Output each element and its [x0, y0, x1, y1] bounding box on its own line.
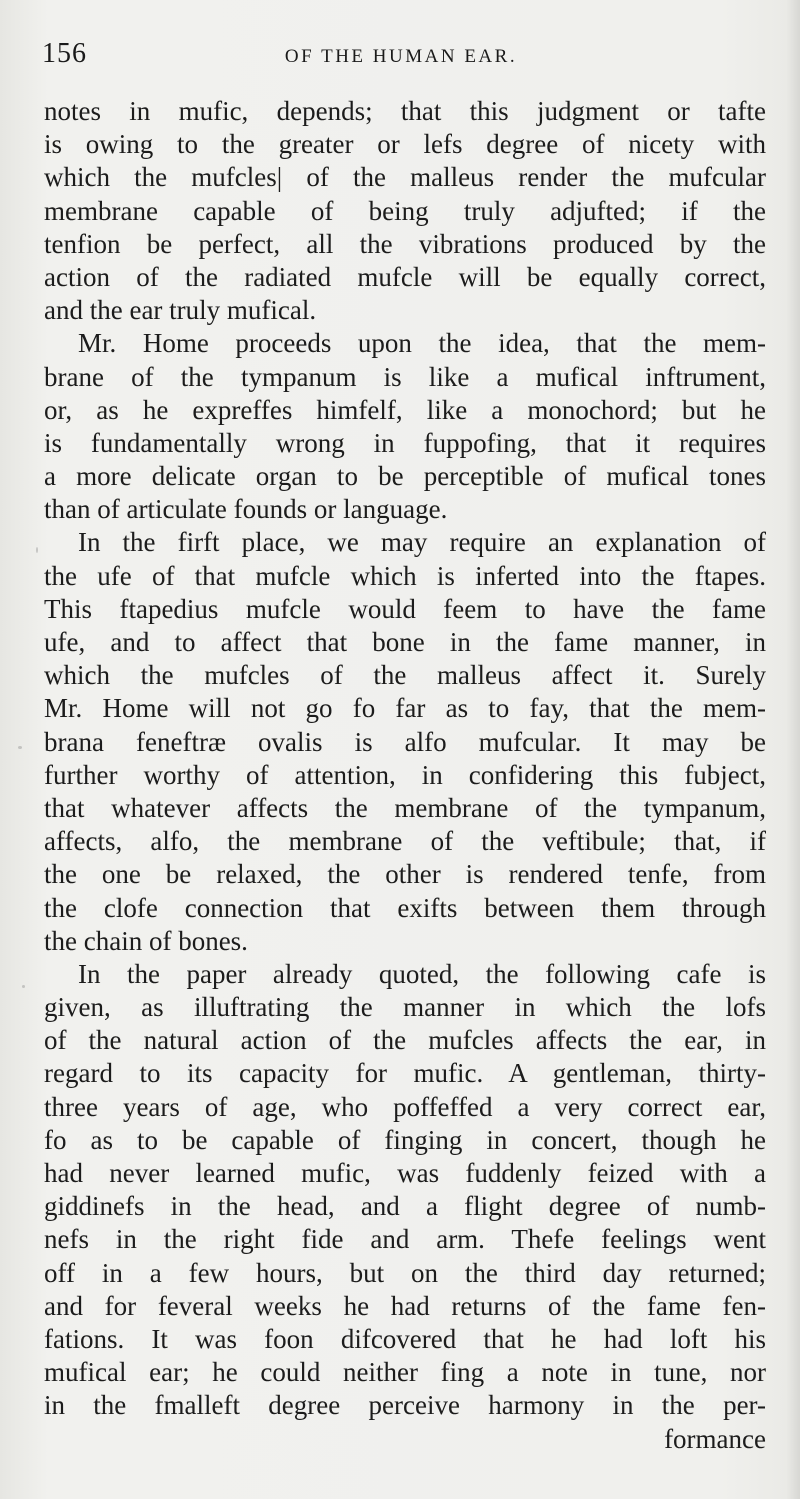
- text-line: regard to its capacity for mufic. A gentleman, thirty-: [44, 1058, 766, 1089]
- text-line: notes in mufic, depends; that this judgment or tafte: [44, 96, 766, 126]
- text-line: and the ear truly mufical.: [44, 295, 317, 326]
- text-line: fo as to be capable of finging in concert, though he: [44, 1124, 766, 1155]
- text-line: Mr. Home will not go fo far as to fay, that the mem-: [44, 693, 766, 724]
- text-line: than of articulate founds or language.: [44, 494, 448, 525]
- paper-speck: [36, 547, 38, 553]
- text-line: brana feneftræ ovalis is alfo mufcular. It may be: [44, 726, 766, 757]
- text-line: affects, alfo, the membrane of the veftibule; that, if: [44, 826, 766, 857]
- text-line: mufical ear; he could neither fing a note in tune, nor: [44, 1357, 766, 1388]
- text-line: the one be relaxed, the other is rendered tenfe, from: [44, 859, 766, 890]
- paper-speck: [18, 746, 22, 749]
- paragraph: [44, 526, 766, 957]
- running-head-text: OF THE HUMAN EAR.: [284, 46, 518, 67]
- text-line: that whatever affects the membrane of the tympanum,: [44, 792, 766, 823]
- text-line: off in a few hours, but on the third day returned;: [44, 1257, 766, 1288]
- text-line: nefs in the right fide and arm. Thefe feelings went: [44, 1224, 766, 1255]
- text-line: which the mufcles of the malleus affect it. Surely: [44, 660, 766, 691]
- text-line: which the mufcles| of the malleus render the mufcular: [44, 162, 766, 193]
- text-line: This ftapedius mufcle would feem to have the fame: [44, 593, 766, 624]
- catchword: formance: [664, 1423, 766, 1454]
- running-head: [40, 46, 762, 68]
- text-line: the chain of bones.: [44, 925, 248, 956]
- body-text: [44, 95, 766, 1456]
- text-line: is fundamentally wrong in fuppofing, that it requires: [44, 427, 766, 458]
- text-line: or, as he expreffes himfelf, like a monochord; but he: [44, 394, 766, 425]
- text-line: In the paper already quoted, the following cafe is: [78, 958, 766, 989]
- text-line: membrane capable of being truly adjufted; if the: [44, 195, 766, 226]
- page-number: 156: [42, 38, 87, 69]
- paragraph: [44, 327, 766, 526]
- text-line: action of the radiated mufcle will be equally correct,: [44, 261, 766, 292]
- text-line: had never learned mufic, was fuddenly feized with a: [44, 1158, 766, 1188]
- page-edge-shadow: [786, 0, 800, 1499]
- text-line: ufe, and to affect that bone in the fame manner, in: [44, 627, 766, 657]
- paragraph: [44, 95, 766, 327]
- text-line: and for feveral weeks he had returns of the fame fen-: [44, 1290, 766, 1321]
- paragraph: [44, 958, 766, 1423]
- text-line: the ufe of that mufcle which is inferted into the ftapes.: [44, 560, 766, 591]
- text-line: three years of age, who poffeffed a very correct ear,: [44, 1091, 766, 1122]
- text-line: is owing to the greater or lefs degree of nicety with: [44, 129, 766, 160]
- text-line: further worthy of attention, in confidering this fubject,: [44, 759, 766, 790]
- text-line: brane of the tympanum is like a mufical inftrument,: [44, 361, 766, 392]
- text-line: In the firft place, we may require an explanation of: [78, 527, 766, 558]
- text-line: in the fmalleft degree perceive harmony in the per-: [44, 1390, 766, 1421]
- paper-speck: [22, 985, 25, 988]
- page-header: [40, 38, 762, 78]
- text-line: tenfion be perfect, all the vibrations produced by the: [44, 228, 766, 259]
- text-line: of the natural action of the mufcles affects the ear, in: [44, 1025, 766, 1056]
- text-line: fations. It was foon difcovered that he had loft his: [44, 1323, 766, 1354]
- text-line: given, as illuftrating the manner in which the lofs: [44, 992, 766, 1023]
- text-line: giddinefs in the head, and a flight degree of numb-: [44, 1191, 766, 1222]
- text-line: a more delicate organ to be perceptible of mufical tones: [44, 461, 766, 492]
- text-line: the clofe connection that exifts between them through: [44, 892, 766, 923]
- text-line: Mr. Home proceeds upon the idea, that the mem-: [78, 328, 766, 359]
